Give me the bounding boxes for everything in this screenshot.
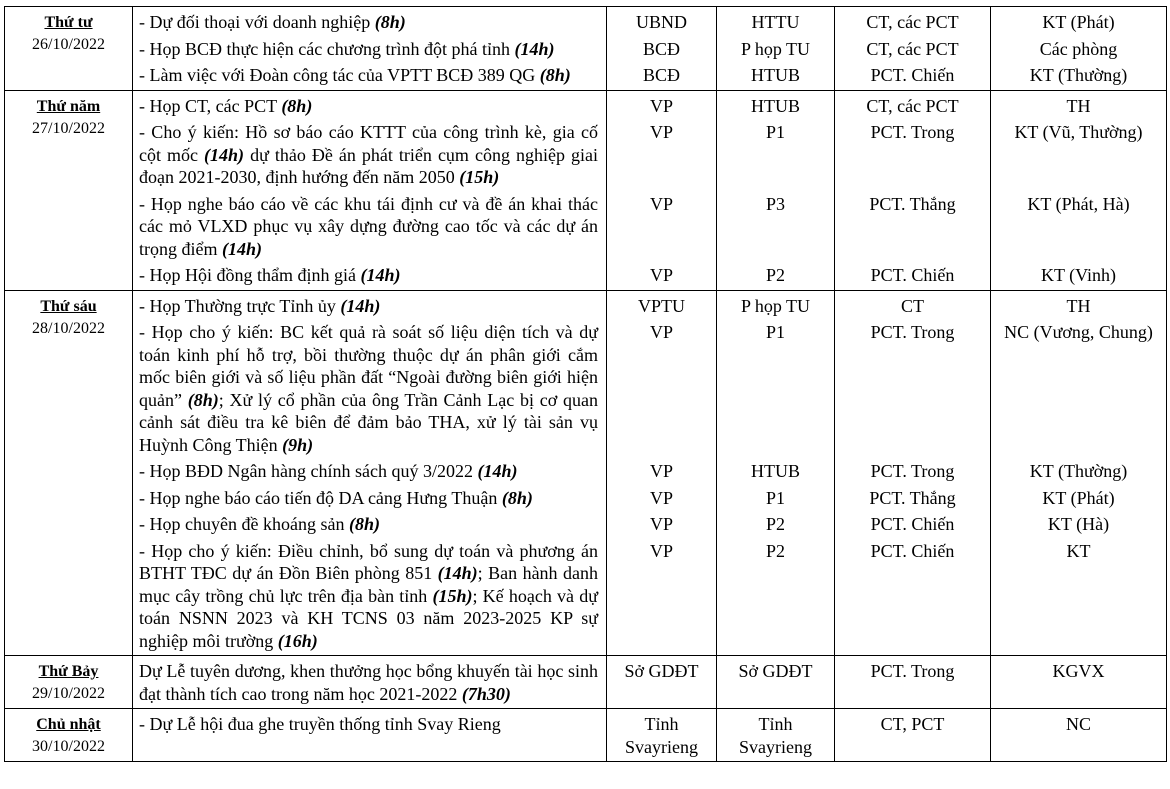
unit-value: VP [649,193,673,214]
unit-value: VP [649,122,673,142]
day-cell [5,656,133,709]
attendees-value: Các phòng [1039,38,1118,59]
agenda-item-text: - Họp nghe báo cáo về các khu tái định cư và đề án khai thác các mỏ VLXD phục vụ xây dựng đường cao tốc và các dự án trọng điểm [139,193,598,259]
day-name: Thứ năm [36,97,101,115]
schedule-table [4,6,1167,762]
attendees-value: NC [1065,714,1091,734]
agenda-item-text: - Dự Lễ hội đua ghe truyền thống tỉnh Svay Rieng [139,714,501,734]
unit-cell [607,90,717,290]
attendees-value: TH [1066,95,1091,116]
chair-value: PCT. Trong [870,661,955,681]
agenda-item-text: - Họp CT, các PCT [139,95,282,116]
day-date: 27/10/2022 [32,119,105,137]
attendees-value: KT (Phát) [1042,12,1115,32]
agenda-item-time: (14h) [204,144,245,165]
chair-value: PCT. Trong [870,461,955,481]
schedule-body [5,7,1167,762]
chair-cell [835,7,991,91]
agenda-item-time: (14h) [222,238,262,259]
day-name: Thứ Bảy [38,663,99,680]
unit-value: VP [649,461,673,481]
location-value: Tỉnh Svayrieng [739,714,812,757]
agenda-item-time: (14h) [437,563,478,583]
attendees-value: KT (Vũ, Thường) [1014,122,1143,142]
agenda-item [139,121,598,189]
agenda-item-time: (8h) [281,95,313,116]
agenda-item-text: - Họp cho ý kiến: BC kết quả rà soát số liệu diện tích và dự toán kinh phí hỗ trợ, bồi thường thuộc dự án phân giới cắm mốc biên giới và số liệu phần đất “Ngoài đường biên giới hiện quản” [139,322,598,410]
attendees-value: KT (Vinh) [1040,265,1117,285]
chair-value: CT, các PCT [866,38,959,59]
agenda-item [139,540,598,653]
day-row [5,709,1167,762]
attendees-cell [991,709,1167,762]
day-name: Thứ sáu [40,297,97,315]
chair-value: PCT. Thắng [869,487,956,508]
attendees-cell [991,290,1167,656]
chair-value: CT, các PCT [866,12,959,32]
unit-value: Sở GDĐT [624,661,699,681]
agenda-item-time: (14h) [360,265,401,285]
agenda-item [139,487,598,510]
chair-cell [835,656,991,709]
agenda-item-time: (16h) [277,630,318,651]
agenda-item [139,264,598,287]
attendees-value: KT (Hà) [1047,514,1110,534]
agenda-item-text: ; Kế hoạch và dự toán NSNN 2023 và KH TCNS 03 năm 2023-2025 KP sự nghiệp môi trường [139,585,599,651]
attendees-value: NC (Vương, Chung) [1004,322,1153,342]
chair-value: CT, các PCT [866,95,959,116]
unit-cell [607,709,717,762]
location-value: P họp TU [740,38,810,59]
location-value: HTUB [751,65,800,85]
agenda-item-text: - Cho ý kiến: Hồ sơ báo cáo KTTT của công trình kè, gia cố cột mốc [139,122,598,165]
agenda-item [139,193,598,261]
location-cell [717,709,835,762]
agenda-item [139,713,598,736]
agenda-item-text: - Dự đối thoại với doanh nghiệp [139,12,375,32]
unit-cell [607,290,717,656]
agenda-item-time: (8h) [539,65,571,85]
location-value: P3 [765,193,785,214]
day-row [5,90,1167,290]
attendees-value: KGVX [1052,661,1105,681]
attendees-value: KT (Thường) [1029,65,1128,85]
agenda-item [139,11,598,34]
day-date: 29/10/2022 [32,685,105,702]
attendees-value: KT (Phát) [1042,487,1115,508]
agenda-item [139,295,598,318]
agenda-item-text: - Họp Thường trực Tỉnh ủy [139,295,341,316]
day-date: 28/10/2022 [32,319,105,337]
agenda-item-text: - Họp Hội đồng thẩm định giá [139,265,361,285]
location-value: Sở GDĐT [738,661,813,681]
chair-value: PCT. Trong [870,122,955,142]
attendees-cell [991,90,1167,290]
content-cell [133,90,607,290]
unit-value: VP [649,487,673,508]
agenda-item-time: (8h) [374,12,406,32]
unit-value: BCĐ [642,38,680,59]
agenda-item [139,95,598,118]
agenda-item [139,513,598,536]
attendees-cell [991,7,1167,91]
agenda-item-text: - Họp chuyên đề khoáng sản [139,514,349,534]
chair-value: PCT. Chiến [870,265,955,285]
chair-cell [835,290,991,656]
agenda-item [139,660,598,705]
agenda-item-text: - Họp cho ý kiến: Điều chỉnh, bổ sung dự toán và phương án BTHT TĐC dự án Đồn Biên phòng 851 [139,540,598,583]
agenda-item-text: dự thảo Đề án phát triển cụm công nghiệp giai đoạn 2021-2030, định hướng đến năm 2050 [139,144,598,187]
chair-cell [835,709,991,762]
unit-cell [607,7,717,91]
agenda-item-text: - Làm việc với Đoàn công tác của VPTT BCĐ 389 QG [139,65,540,85]
chair-value: PCT. Chiến [870,514,955,534]
agenda-item [139,460,598,483]
day-row [5,656,1167,709]
agenda-item-text: ; Xử lý cổ phần của ông Trần Cảnh Lạc bị cơ quan cảnh sát điều tra kê biên để đảm bảo THA, xử lý tài sản vụ Huỳnh Công Thiện [139,389,598,455]
unit-value: VP [649,265,673,285]
day-date: 30/10/2022 [32,738,105,755]
agenda-item-time: (8h) [348,514,380,534]
unit-value: VP [649,514,673,534]
day-cell [5,290,133,656]
unit-value: UBND [635,12,687,32]
agenda-item [139,38,598,61]
location-value: P2 [765,514,785,534]
chair-value: CT, PCT [880,714,945,734]
day-row [5,290,1167,656]
day-date: 26/10/2022 [32,36,105,53]
attendees-value: KT (Phát, Hà) [1027,193,1130,214]
unit-value: VP [649,540,673,561]
location-cell [717,290,835,656]
agenda-item-time: (14h) [477,461,518,481]
agenda-item-text: - Họp BCĐ thực hiện các chương trình đột phá tỉnh [139,38,515,59]
content-cell [133,7,607,91]
day-row [5,7,1167,91]
location-cell [717,7,835,91]
location-value: HTTU [751,12,800,32]
agenda-item-time: (8h) [187,389,219,410]
agenda-item-text: ; Ban hành danh mục cây trồng chủ lực trên địa bàn tỉnh [139,563,598,606]
unit-value: VP [649,322,673,342]
content-cell [133,709,607,762]
agenda-item-text: Dự Lễ tuyên dương, khen thưởng học bổng khuyến tài học sinh đạt thành tích cao trong năm học 2021-2022 [139,661,598,704]
day-name: Thứ tư [44,14,93,31]
day-cell [5,7,133,91]
location-cell [717,90,835,290]
agenda-item-text: - Họp nghe báo cáo tiến độ DA cảng Hưng Thuận [139,487,502,508]
location-value: P1 [765,322,785,342]
day-cell [5,90,133,290]
chair-value: PCT. Chiến [870,540,955,561]
agenda-item-time: (15h) [432,585,473,606]
day-cell [5,709,133,762]
unit-value: BCĐ [642,65,680,85]
attendees-cell [991,656,1167,709]
unit-value: VP [649,95,673,116]
attendees-value: KT [1066,540,1091,561]
unit-value: VPTU [637,295,685,316]
location-value: P2 [765,540,785,561]
location-value: P1 [765,487,785,508]
agenda-item-text: - Họp BĐD Ngân hàng chính sách quý 3/2022 [139,461,478,481]
location-value: P1 [765,122,785,142]
location-value: P họp TU [740,295,810,316]
content-cell [133,290,607,656]
agenda-item-time: (15h) [459,167,500,187]
unit-value: Tỉnh Svayrieng [625,714,698,757]
agenda-item-time: (7h30) [461,683,511,704]
chair-value: PCT. Trong [870,322,955,342]
agenda-item-time: (8h) [501,487,533,508]
location-value: HTUB [751,461,800,481]
agenda-item-time: (14h) [514,38,555,59]
location-value: P2 [765,265,785,285]
chair-cell [835,90,991,290]
unit-cell [607,656,717,709]
attendees-value: TH [1066,295,1091,316]
location-cell [717,656,835,709]
attendees-value: KT (Thường) [1029,461,1128,481]
agenda-item [139,321,598,456]
content-cell [133,656,607,709]
day-name: Chủ nhật [36,716,101,733]
agenda-item-time: (9h) [282,434,314,455]
agenda-item-time: (14h) [340,295,381,316]
chair-value: CT [900,295,924,316]
chair-value: PCT. Chiến [870,65,955,85]
agenda-item [139,64,598,87]
location-value: HTUB [751,95,800,116]
chair-value: PCT. Thắng [869,193,956,214]
